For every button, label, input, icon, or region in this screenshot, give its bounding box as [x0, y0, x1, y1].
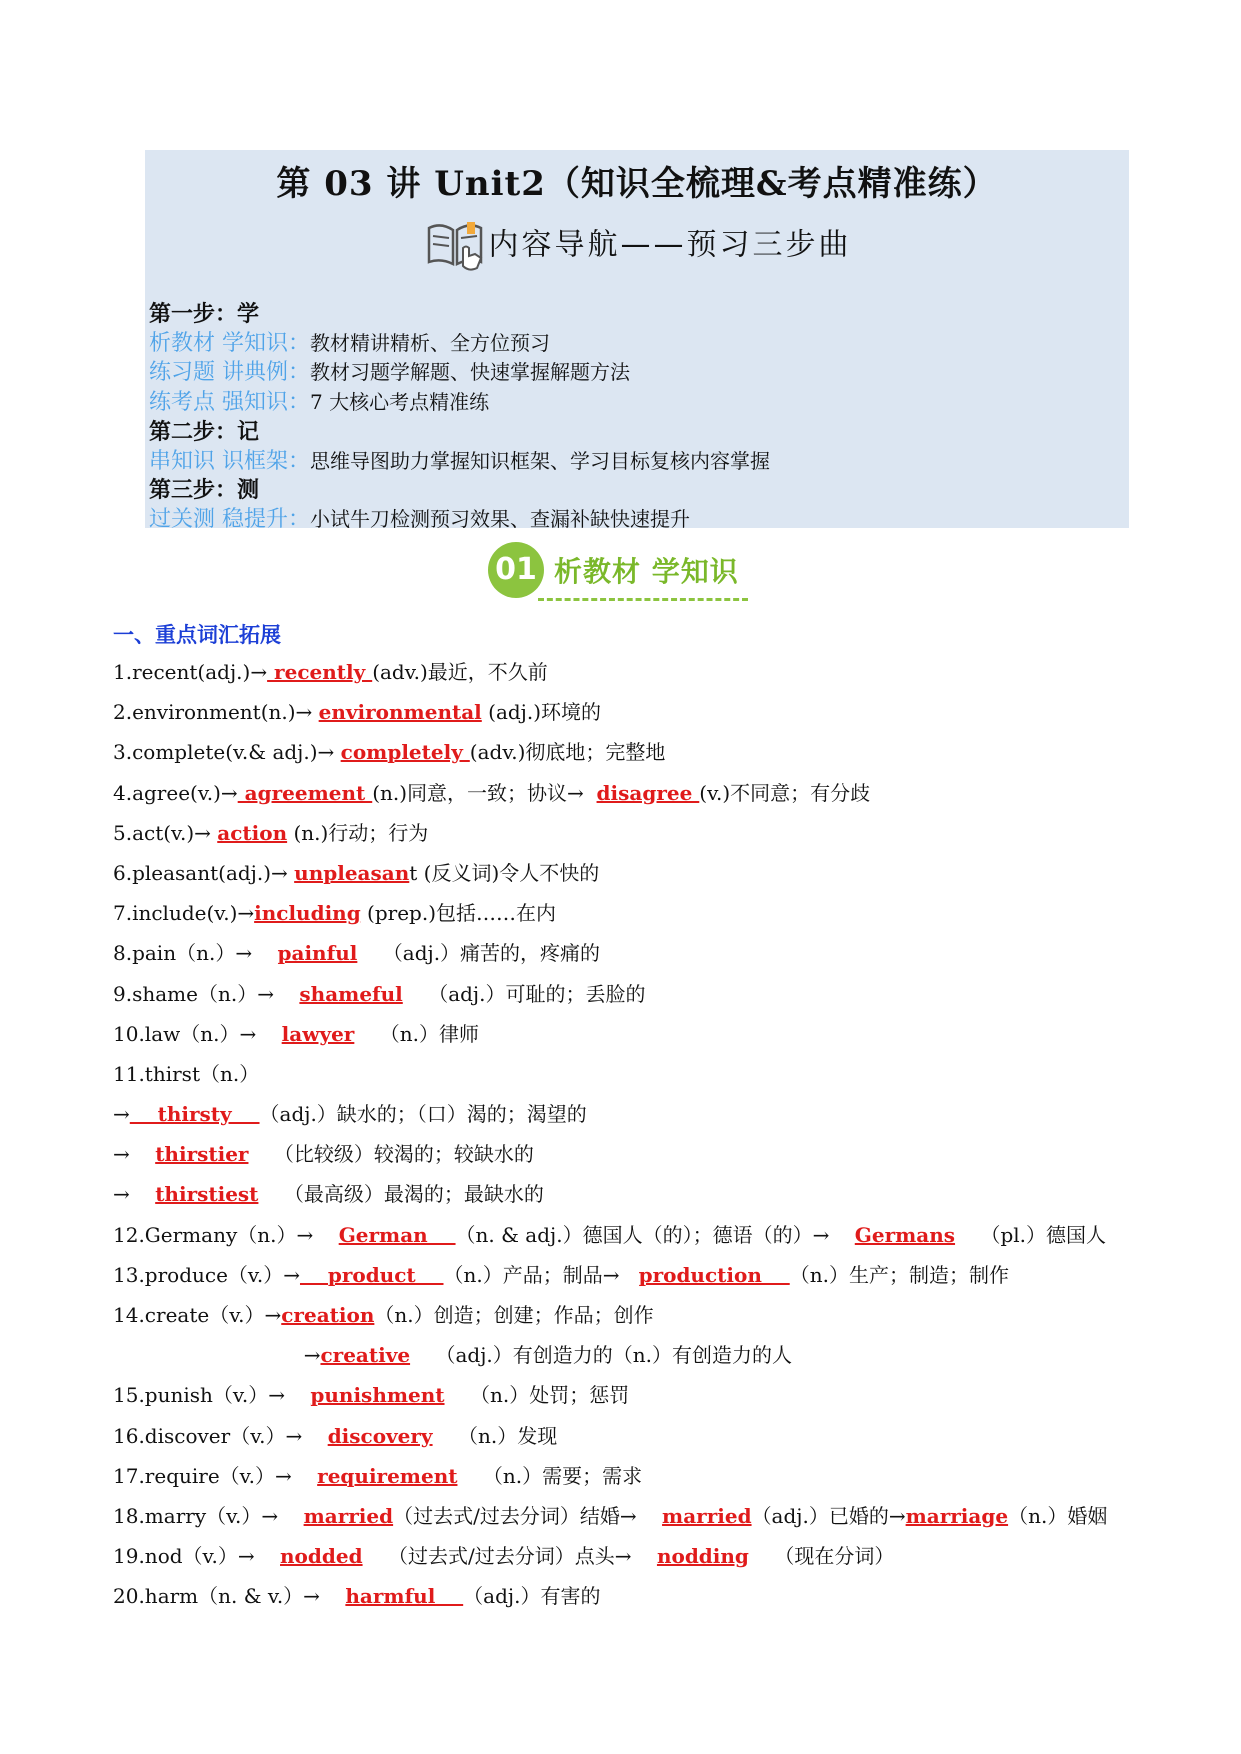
step-item-key: 析教材 学知识： [149, 330, 310, 356]
section-banner [488, 542, 760, 600]
vocab-text: 2.environment(n.)→ [113, 700, 319, 725]
vocab-text: 1.recent(adj.)→ [113, 660, 268, 684]
vocab-answer: creative [320, 1343, 411, 1368]
vocab-text: （过去式/过去分词）点头→ [362, 1544, 657, 1569]
step-item [149, 447, 770, 477]
vocab-text: (adj.)环境的 [481, 700, 602, 725]
vocab-answer: nodded [280, 1544, 363, 1569]
vocab-text: （adj.）有害的 [463, 1584, 601, 1609]
vocab-line [113, 813, 1123, 853]
vocab-text: t (反义词)令人不快的 [409, 860, 600, 885]
vocab-text: （n.）生产；制造；制作 [789, 1262, 1009, 1287]
vocab-line [113, 933, 1123, 973]
vocab-line [113, 1375, 1123, 1415]
vocab-line [113, 1215, 1123, 1255]
vocab-text: (v.)不同意；有分歧 [699, 780, 871, 805]
vocab-text: 5.act(v.)→ [113, 820, 218, 845]
vocab-text: 3.complete(v.& adj.)→ [113, 740, 341, 765]
vocab-line [113, 732, 1123, 772]
vocab-text: （n.）律师 [354, 1021, 479, 1046]
vocab-text: （n.）产品；制品→ [443, 1262, 639, 1287]
vocab-line [113, 1054, 1123, 1094]
vocab-text: （现在分词） [748, 1544, 895, 1569]
vocab-answer: painful [277, 941, 358, 966]
vocab-answer: agreement [237, 780, 373, 805]
vocab-answer: marriage [905, 1503, 1009, 1528]
vocab-line [113, 652, 1123, 692]
step-item-desc: 小试牛刀检测预习效果、查漏补缺快速提升 [310, 506, 690, 531]
vocab-text: （n. & adj.）德国人（的）；德语（的）→ [455, 1222, 855, 1247]
vocab-line [113, 1536, 1123, 1576]
vocab-list [113, 652, 1123, 1617]
vocab-line [113, 1335, 1123, 1375]
vocab-line [113, 974, 1123, 1014]
step-item-key: 过关测 稳提升： [149, 506, 310, 532]
nav-title: 内容导航——预习三步曲 [488, 227, 852, 263]
vocab-text: （adj.）有创造力的（n.）有创造力的人 [410, 1343, 793, 1368]
step-heading: 第三步：测 [149, 477, 260, 504]
vocab-text: (n.)同意，一致；协议→ [372, 780, 597, 805]
vocab-text: → [113, 1182, 156, 1207]
vocab-line [113, 893, 1123, 933]
vocab-answer: recently [267, 660, 373, 684]
vocab-text: 19.nod（v.）→ [113, 1544, 281, 1569]
vocab-text: (prep.)包括……在内 [360, 901, 557, 926]
vocab-text: （adj.）已婚的→ [751, 1503, 906, 1528]
vocab-line [113, 692, 1123, 732]
vocab-answer: shameful [299, 981, 403, 1006]
vocab-text: （n.）婚姻 [1008, 1503, 1108, 1528]
step-list [149, 300, 770, 535]
vocab-text: （n.）发现 [432, 1423, 558, 1448]
vocab-answer: action [217, 820, 288, 845]
vocab-answer: nodding [656, 1544, 749, 1569]
vocab-text: （adj.）痛苦的，疼痛的 [357, 941, 601, 966]
vocab-answer: creation [281, 1303, 375, 1327]
vocab-answer: punishment [310, 1383, 445, 1408]
vocab-text: 12.Germany（n.）→ [113, 1222, 339, 1247]
step-item-key: 练习题 讲典例： [149, 360, 310, 386]
vocab-answer: environmental [318, 700, 482, 725]
step-item-desc: 思维导图助力掌握知识框架、学习目标复核内容掌握 [310, 448, 770, 473]
vocab-answer: married [303, 1503, 394, 1528]
vocab-text: 18.marry（v.）→ [113, 1503, 304, 1528]
vocab-answer: harmful [345, 1584, 464, 1609]
step-item [149, 358, 770, 388]
step-item-desc: 教材习题学解题、快速掌握解题方法 [310, 360, 630, 385]
vocab-answer: Germans [854, 1222, 956, 1247]
vocab-answer: completely [340, 740, 470, 765]
vocab-text: （n.）处罚；惩罚 [444, 1383, 630, 1408]
vocab-answer: including [254, 901, 361, 926]
vocab-line [113, 1134, 1123, 1174]
vocab-text: （比较级）较渴的；较缺水的 [248, 1142, 534, 1167]
vocab-text: 6.pleasant(adj.)→ [113, 860, 295, 885]
vocab-text: （n.）创造；创建；作品；创作 [374, 1303, 654, 1327]
vocab-line [113, 1174, 1123, 1214]
vocab-line [113, 773, 1123, 813]
vocab-text: 9.shame（n.）→ [113, 981, 300, 1006]
vocab-text: 14.create（v.）→ [113, 1303, 282, 1327]
header-box [145, 150, 1129, 532]
vocab-line [113, 1255, 1123, 1295]
vocab-text: （adj.）可耻的；丢脸的 [402, 981, 646, 1006]
step-heading: 第一步：学 [149, 301, 260, 327]
vocab-line [113, 1094, 1123, 1134]
vocab-line [113, 1576, 1123, 1616]
vocab-line [113, 1014, 1123, 1054]
vocab-answer: thirsty [129, 1102, 260, 1127]
step-item-key: 串知识 识框架： [149, 448, 310, 474]
vocab-answer: thirstier [155, 1142, 249, 1167]
step-item-desc: 7 大核心考点精准练 [310, 390, 490, 415]
vocab-answer: married [662, 1503, 752, 1528]
vocab-text: (n.)行动；行为 [287, 820, 429, 845]
vocab-answer: product [299, 1262, 444, 1287]
vocab-text: (adv.)彻底地；完整地 [469, 740, 666, 765]
vocab-text: 13.produce（v.）→ [113, 1262, 300, 1287]
book-hand-icon [423, 218, 487, 274]
step-item [149, 329, 770, 359]
step-item-key: 练考点 强知识： [149, 390, 310, 416]
vocab-text: (adv.)最近，不久前 [372, 660, 548, 684]
vocab-text: （n.）需要；需求 [457, 1463, 643, 1488]
vocab-text: （最高级）最渴的；最缺水的 [258, 1182, 544, 1207]
vocab-answer: unpleasan [294, 860, 410, 885]
vocab-text: 7.include(v.)→ [113, 901, 255, 926]
vocab-text: → [113, 1142, 156, 1167]
vocab-answer: requirement [317, 1463, 458, 1488]
page-title: 第 03 讲 Unit2（知识全梳理&考点精准练） [276, 164, 998, 204]
vocab-text: （过去式/过去分词）结婚→ [393, 1503, 663, 1528]
vocab-text: → [113, 1102, 130, 1127]
section-banner-label: 析教材 学知识 [554, 555, 739, 588]
vocab-text: 10.law（n.）→ [113, 1021, 282, 1046]
vocab-line [113, 1456, 1123, 1496]
vocab-answer: discovery [327, 1423, 433, 1448]
vocab-answer: thirstiest [155, 1182, 259, 1207]
vocab-text: （pl.）德国人 [955, 1222, 1107, 1247]
vocab-text: 8.pain（n.）→ [113, 941, 278, 966]
vocab-text: → [113, 1343, 321, 1368]
vocab-text: 11.thirst（n.） [113, 1061, 260, 1086]
step-heading: 第二步：记 [149, 418, 260, 445]
vocab-text: （adj.）缺水的；（口）渴的；渴望的 [259, 1102, 587, 1127]
vocab-line [113, 1416, 1123, 1456]
vocab-answer: lawyer [281, 1021, 355, 1046]
vocab-text: 17.require（v.）→ [113, 1463, 318, 1488]
vocab-answer: German [338, 1222, 456, 1247]
nav-title-row [145, 218, 1129, 274]
section-number-badge: 01 [488, 542, 544, 598]
vocab-text: 20.harm（n. & v.）→ [113, 1584, 346, 1609]
vocab-line [113, 1496, 1123, 1536]
vocab-text: 16.discover（v.）→ [113, 1423, 328, 1448]
vocab-text: 15.punish（v.）→ [113, 1383, 311, 1408]
step-item [149, 505, 770, 535]
vocab-answer: production [638, 1262, 790, 1287]
section-heading: 一、重点词汇拓展 [113, 622, 281, 647]
step-item-desc: 教材精讲精析、全方位预习 [310, 330, 550, 355]
vocab-text: 4.agree(v.)→ [113, 780, 238, 805]
vocab-line [113, 853, 1123, 893]
step-item [149, 388, 770, 418]
vocab-answer: disagree [596, 780, 700, 805]
banner-divider [538, 598, 748, 601]
vocab-line [113, 1295, 1123, 1335]
